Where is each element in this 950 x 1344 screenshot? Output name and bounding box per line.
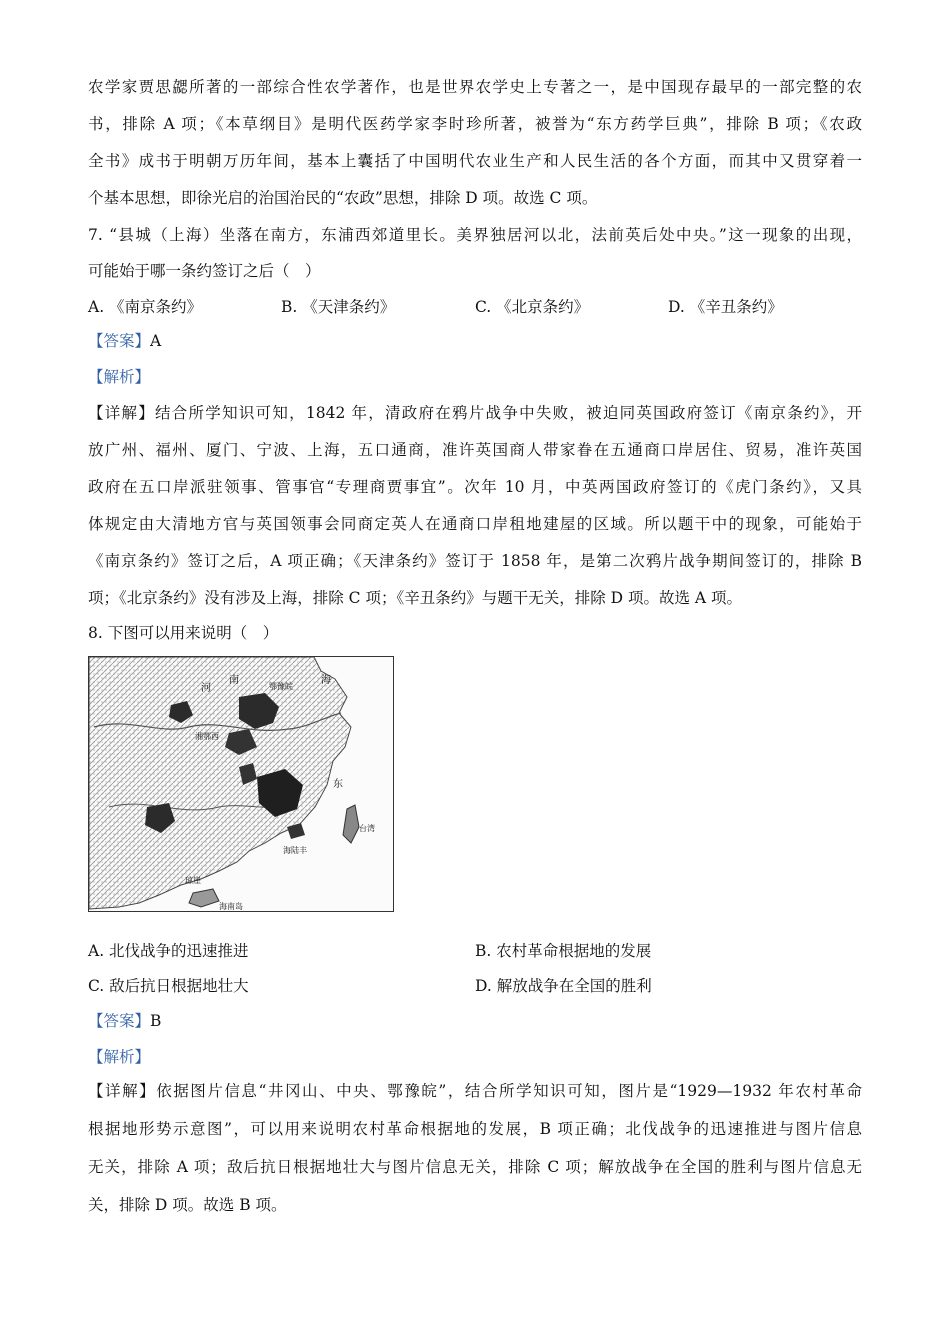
q7-analysis-tag: 【解析】	[88, 368, 151, 386]
q8-detail-line: 无关，排除 A 项；敌后抗日根据地壮大与图片信息无关，排除 C 项；解放战争在全国的胜利与图片信息无	[88, 1158, 862, 1176]
answer-value: A	[150, 332, 162, 350]
map-label: 东	[333, 779, 343, 790]
taiwan-island	[343, 805, 359, 843]
intro-line: 个基本思想，即徐光启的治国治民的“农政”思想，排除 D 项。故选 C 项。	[88, 189, 598, 207]
q8-stem: 8. 下图可以用来说明（ ）	[88, 624, 279, 642]
q8-option-b: B. 农村革命根据地的发展	[475, 942, 652, 960]
q8-analysis-tag: 【解析】	[88, 1048, 151, 1066]
q8-option-d: D. 解放战争在全国的胜利	[475, 977, 652, 995]
q8-detail-line: 根据地形势示意图”，可以用来说明农村革命根据地的发展，B 项正确；北伐战争的迅速推进与图片信息	[88, 1120, 862, 1138]
map-label: 琼崖	[185, 876, 201, 885]
map-label: 台湾	[359, 824, 375, 833]
q8-detail-line: 【详解】依据图片信息“井冈山、中央、鄂豫皖”，结合所学知识可知，图片是“1929—1932 年农村革命	[88, 1082, 862, 1100]
map-label: 河	[201, 683, 211, 694]
q7-option-c: C. 《北京条约》	[475, 298, 590, 316]
base-areas-map	[88, 656, 394, 912]
answer-tag: 【答案】	[88, 1012, 151, 1030]
q7-option-a: A. 《南京条约》	[88, 298, 203, 316]
hainan-island	[189, 889, 219, 907]
intro-line: 农学家贾思勰所著的一部综合性农学著作，也是世界农学史上专著之一，是中国现存最早的一部完整的农	[88, 78, 862, 96]
q7-answer	[88, 331, 862, 351]
answer-value: B	[150, 1012, 162, 1030]
map-graphic	[89, 657, 392, 910]
answer-tag: 【答案】	[88, 332, 151, 350]
q7-detail-line: 放广州、福州、厦门、宁波、上海，五口通商，准许英国商人带家眷在五通商口岸居住、贸易，准许英国	[88, 441, 862, 459]
q8-detail-line: 关，排除 D 项。故选 B 项。	[88, 1196, 287, 1214]
map-label: 海陆丰	[283, 846, 307, 855]
q8-option-a: A. 北伐战争的迅速推进	[88, 942, 249, 960]
q8-answer	[88, 1011, 862, 1031]
q7-option-d: D. 《辛丑条约》	[668, 298, 783, 316]
map-label: 湘鄂西	[195, 732, 219, 741]
q8-option-c: C. 敌后抗日根据地壮大	[88, 977, 249, 995]
map-label: 海	[321, 675, 331, 686]
q7-stem-line: 可能始于哪一条约签订之后（ ）	[88, 262, 321, 280]
map-label: 海南岛	[219, 902, 243, 910]
q7-option-b: B. 《天津条约》	[281, 298, 396, 316]
q7-detail-line: 《南京条约》签订之后，A 项正确；《天津条约》签订于 1858 年，是第二次鸦片战争期间签订的，排除 B	[88, 552, 862, 570]
q7-detail-line: 体规定由大清地方官与英国领事会同商定英人在通商口岸租地建屋的区域。所以题干中的现象，可能始于	[88, 515, 862, 533]
intro-line: 全书》成书于明朝万历年间，基本上囊括了中国明代农业生产和人民生活的各个方面，而其中又贯穿着一	[88, 152, 862, 170]
q7-detail-line: 政府在五口岸派驻领事、管事官“专理商贾事宜”。次年 10 月，中英两国政府签订的《虎门条约》，又具	[88, 478, 862, 496]
intro-line: 书，排除 A 项；《本草纲目》是明代医药学家李时珍所著，被誉为“东方药学巨典”，排除 B 项；《农政	[88, 115, 862, 133]
q7-stem-line: 7. “县城（上海）坐落在南方，东浦西郊道里长。美界独居河以北，法前英后处中央。”这一现象的出现，	[88, 226, 862, 244]
map-label: 鄂豫皖	[269, 682, 293, 691]
map-label: 南	[229, 675, 239, 686]
q7-detail-line: 【详解】结合所学知识可知，1842 年，清政府在鸦片战争中失败，被迫同英国政府签订《南京条约》，开	[88, 404, 862, 422]
q7-detail-line: 项；《北京条约》没有涉及上海，排除 C 项；《辛丑条约》与题干无关，排除 D 项。故选 A 项。	[88, 589, 743, 607]
